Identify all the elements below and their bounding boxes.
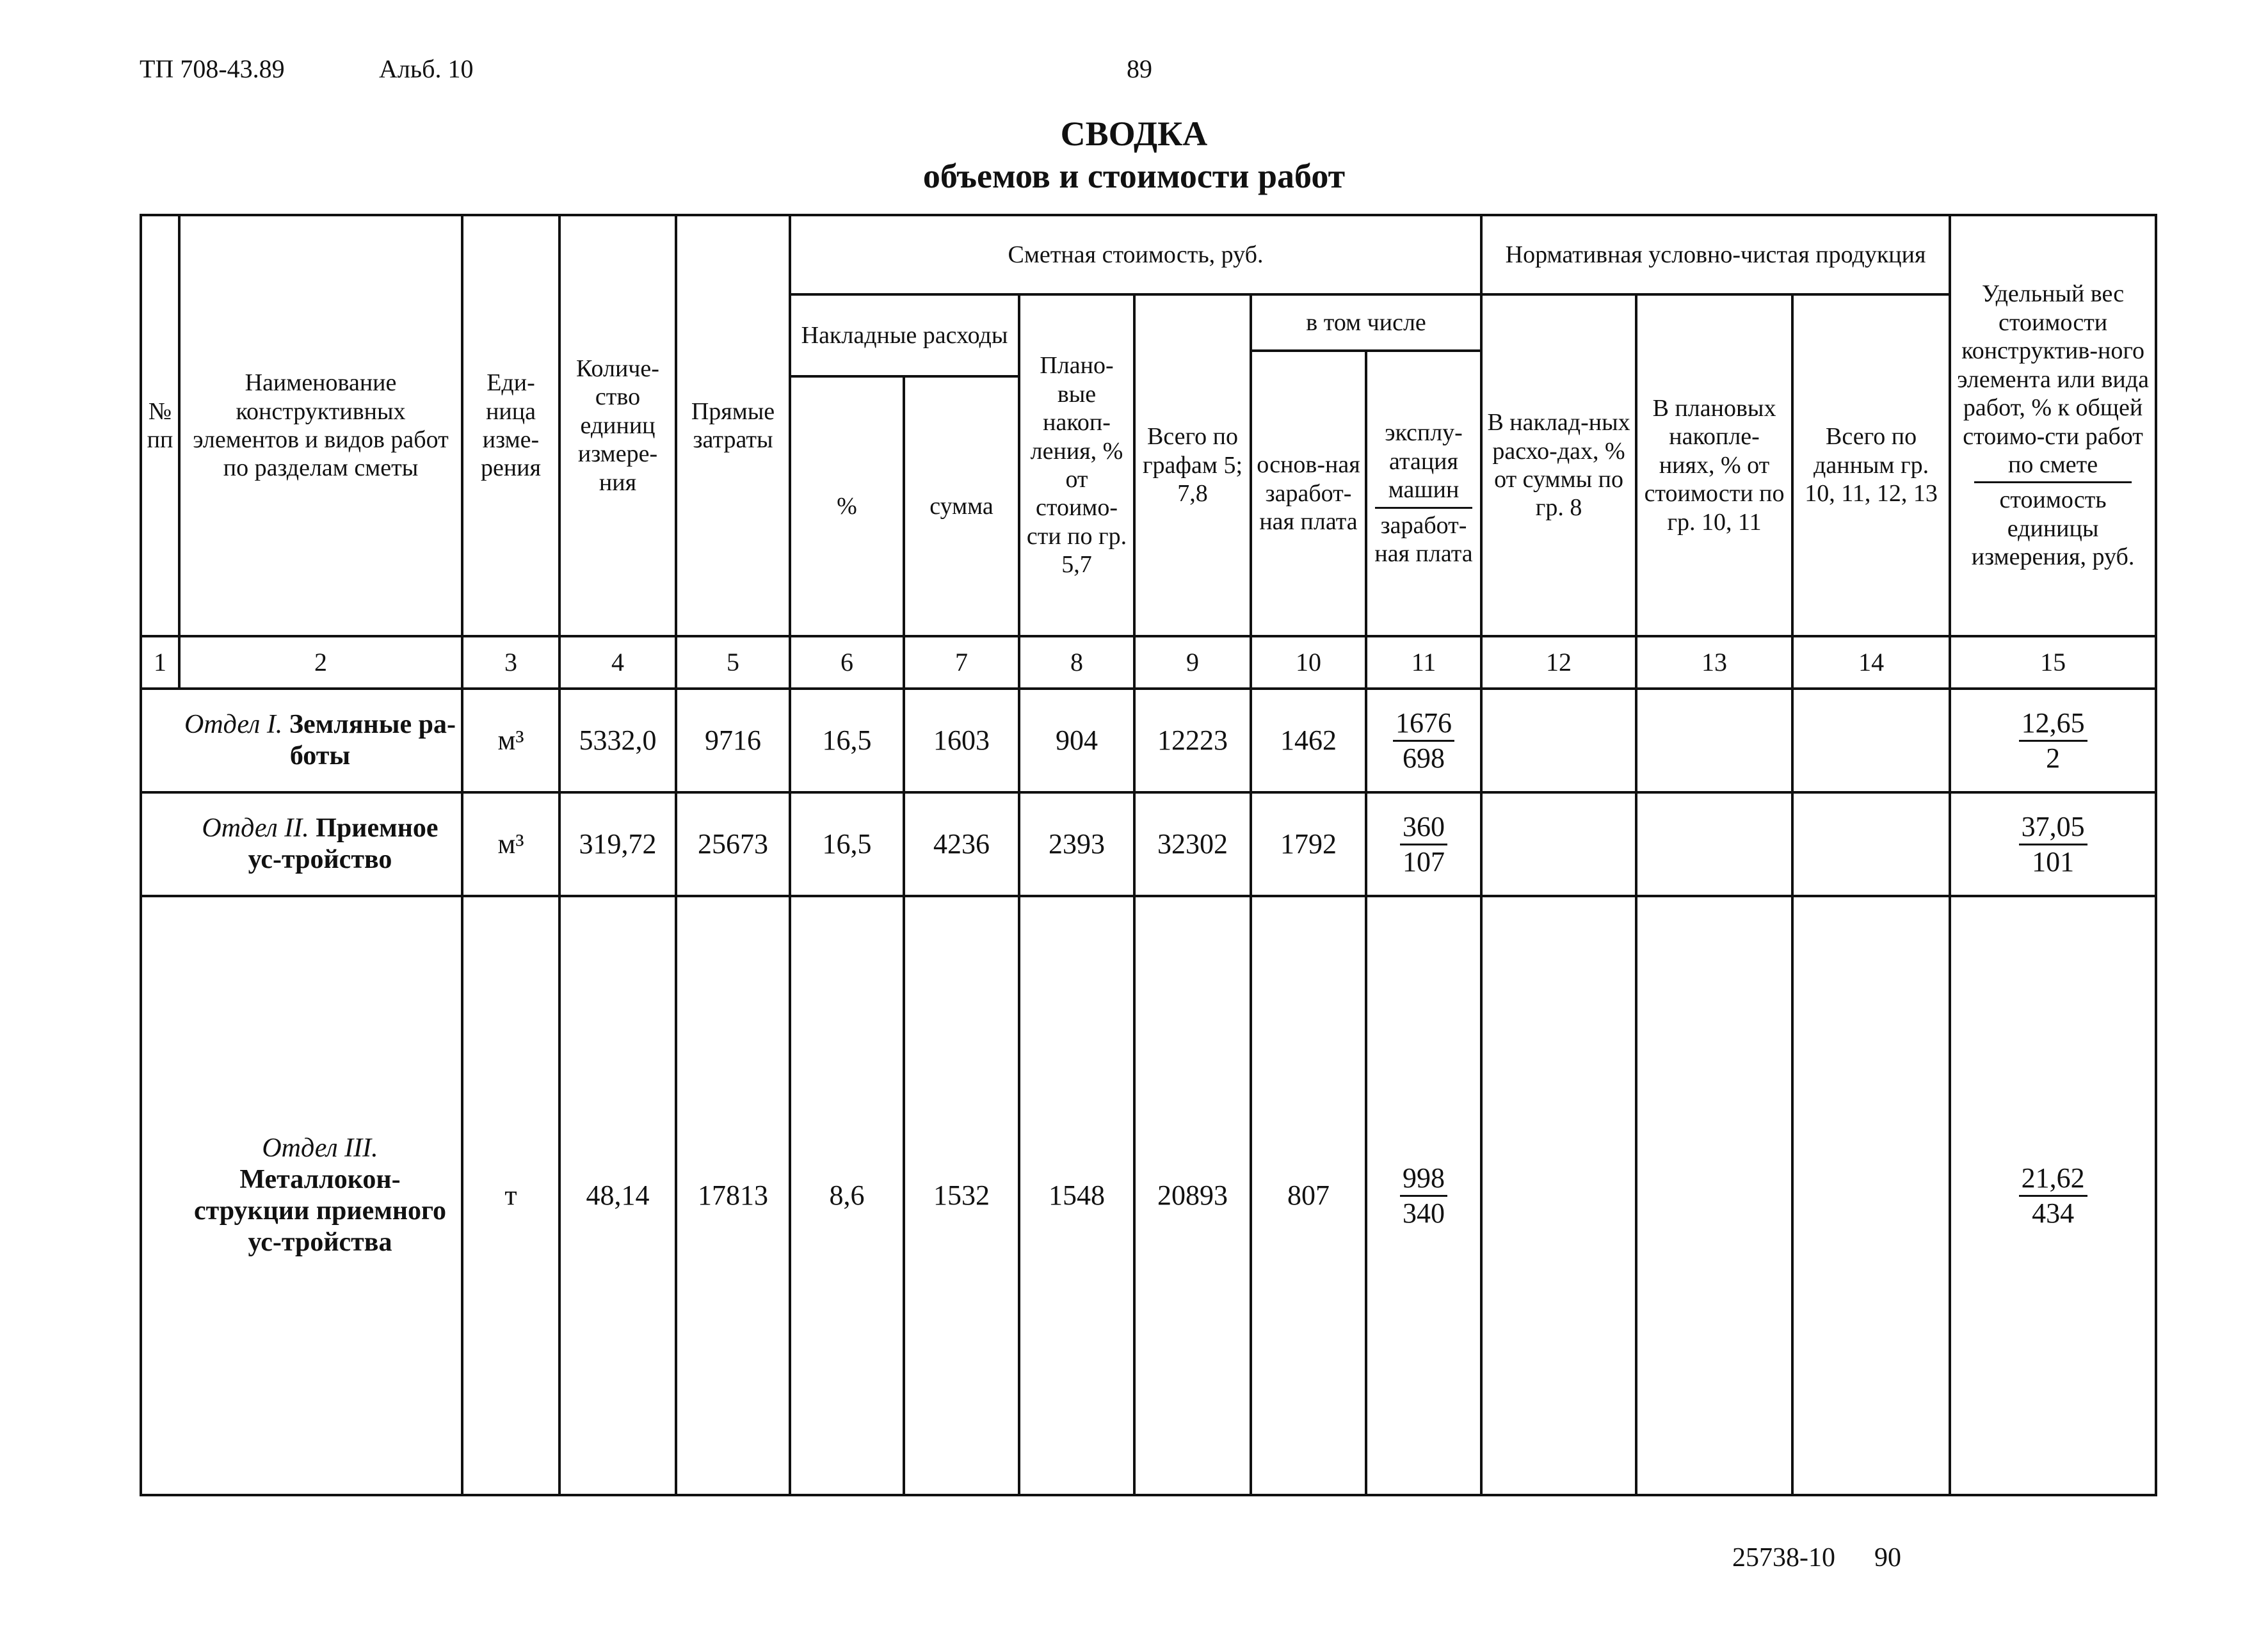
col-planned-header: Плано-вые накоп-ления, % от стоимо-сти по гр. 5,7 — [1019, 294, 1134, 636]
including-header: в том числе — [1251, 294, 1481, 351]
qty-cell: 5332,0 — [559, 689, 676, 792]
norm-planned-cell — [1636, 792, 1792, 896]
section-label: Отдел III. — [262, 1133, 378, 1163]
table-row — [141, 896, 2156, 1495]
column-number: 5 — [676, 636, 790, 689]
col-overhead-sum-header: сумма — [904, 376, 1019, 636]
col-weight-header — [1950, 215, 2156, 636]
col-base-wage-header: основ-ная заработ-ная плата — [1251, 351, 1366, 636]
unit-cell: м³ — [462, 689, 559, 792]
col-machine-header — [1366, 351, 1481, 636]
column-number: 11 — [1366, 636, 1481, 689]
planned-cell: 2393 — [1019, 792, 1134, 896]
unit-cost-value: 2 — [2046, 742, 2061, 774]
col-total-header: Всего по графам 5; 7,8 — [1134, 294, 1251, 636]
direct-cell: 9716 — [676, 689, 790, 792]
unit-cost-value: 434 — [2032, 1197, 2075, 1229]
section-title: Металлокон-струкции приемного ус-тройства — [193, 1164, 447, 1258]
page-number: 89 — [1127, 54, 1152, 83]
column-number: 3 — [462, 636, 559, 689]
col-name-header: Наименование конструктивных элементов и видов работ по разделам сметы — [179, 215, 462, 636]
weight-cell — [1950, 689, 2156, 792]
machine-cell — [1366, 792, 1481, 896]
weight-value: 37,05 — [2019, 810, 2087, 845]
norm-overhead-cell — [1481, 896, 1636, 1495]
col-unit-header: Еди-ница изме-рения — [462, 215, 559, 636]
machine-wage-value: 698 — [1403, 742, 1445, 774]
section-title: Приемное ус-тройство — [248, 813, 438, 874]
unit-cell: т — [462, 896, 559, 1495]
norm-planned-cell — [1636, 896, 1792, 1495]
base-wage-cell: 807 — [1251, 896, 1366, 1495]
doc-code: ТП 708-43.89 — [140, 54, 285, 83]
col-qty-header: Количе-ство единиц измере-ния — [559, 215, 676, 636]
weight-cell — [1950, 792, 2156, 896]
weight-header-top: Удельный вес стоимости конструктив-ного элемента или вида работ, % к общей стоимо-сти работ по смете — [1957, 280, 2149, 478]
qty-cell: 319,72 — [559, 792, 676, 896]
norm-overhead-cell — [1481, 792, 1636, 896]
machine-wage-value: 107 — [1403, 845, 1445, 877]
row-name-cell — [179, 896, 462, 1495]
machine-value: 360 — [1400, 810, 1447, 845]
col-overhead-pct-header: % — [790, 376, 904, 636]
norm-group-header: Нормативная условно-чистая продукция — [1481, 215, 1950, 294]
machine-header-top: эксплу-атация машин — [1385, 419, 1463, 504]
overhead-pct-cell: 8,6 — [790, 896, 904, 1495]
direct-cell: 25673 — [676, 792, 790, 896]
machine-header-divider — [1375, 507, 1472, 509]
machine-cell — [1366, 689, 1481, 792]
column-number: 6 — [790, 636, 904, 689]
summary-table — [140, 214, 2157, 1496]
column-number: 10 — [1251, 636, 1366, 689]
document-title: СВОДКА — [1060, 115, 1208, 153]
estimate-group-header: Сметная стоимость, руб. — [790, 215, 1481, 294]
unit-cost-value: 101 — [2032, 845, 2075, 877]
total-cell: 12223 — [1134, 689, 1251, 792]
machine-wage-value: 340 — [1403, 1197, 1445, 1229]
planned-cell: 1548 — [1019, 896, 1134, 1495]
overhead-pct-cell: 16,5 — [790, 689, 904, 792]
section-label: Отдел II. — [202, 813, 309, 843]
header-row-1 — [141, 215, 2156, 294]
weight-value: 21,62 — [2019, 1162, 2087, 1196]
total-cell: 32302 — [1134, 792, 1251, 896]
weight-header-bottom: стоимость единицы измерения, руб. — [1971, 486, 2135, 571]
column-number: 14 — [1792, 636, 1950, 689]
col-num-header: № пп — [141, 215, 179, 636]
machine-value: 1676 — [1393, 707, 1454, 741]
direct-cell: 17813 — [676, 896, 790, 1495]
norm-total-cell — [1792, 689, 1950, 792]
column-numbers-row — [141, 636, 2156, 689]
overhead-pct-cell: 16,5 — [790, 792, 904, 896]
col-direct-header: Прямые затраты — [676, 215, 790, 636]
section-label: Отдел I. — [184, 709, 283, 739]
row-num-cell — [141, 792, 179, 896]
weight-value: 12,65 — [2019, 707, 2087, 741]
norm-total-cell — [1792, 896, 1950, 1495]
column-number: 7 — [904, 636, 1019, 689]
machine-value: 998 — [1400, 1162, 1447, 1196]
table-row — [141, 689, 2156, 792]
weight-cell — [1950, 896, 2156, 1495]
column-number: 13 — [1636, 636, 1792, 689]
base-wage-cell: 1462 — [1251, 689, 1366, 792]
col-norm-overhead-header: В наклад-ных расхо-дах, % от суммы по гр. 8 — [1481, 294, 1636, 636]
total-cell: 20893 — [1134, 896, 1251, 1495]
weight-header-divider — [1974, 481, 2132, 483]
row-num-cell — [141, 896, 179, 1495]
unit-cell: м³ — [462, 792, 559, 896]
machine-cell — [1366, 896, 1481, 1495]
column-number: 2 — [179, 636, 462, 689]
column-number: 4 — [559, 636, 676, 689]
album-label: Альб. 10 — [379, 54, 474, 83]
column-number: 12 — [1481, 636, 1636, 689]
col-norm-planned-header: В плановых накопле-ниях, % от стоимости по гр. 10, 11 — [1636, 294, 1792, 636]
document-subtitle: объемов и стоимости работ — [922, 157, 1346, 195]
norm-planned-cell — [1636, 689, 1792, 792]
column-number: 1 — [141, 636, 179, 689]
row-name-cell — [179, 689, 462, 792]
norm-total-cell — [1792, 792, 1950, 896]
footer-code: 25738-10 — [1732, 1543, 1835, 1573]
machine-header-bottom: заработ-ная плата — [1374, 511, 1473, 568]
table-row — [141, 792, 2156, 896]
qty-cell: 48,14 — [559, 896, 676, 1495]
column-number: 9 — [1134, 636, 1251, 689]
overhead-sum-cell: 4236 — [904, 792, 1019, 896]
column-number: 8 — [1019, 636, 1134, 689]
footer-page: 90 — [1874, 1543, 1901, 1573]
planned-cell: 904 — [1019, 689, 1134, 792]
overhead-sum-cell: 1603 — [904, 689, 1019, 792]
norm-overhead-cell — [1481, 689, 1636, 792]
row-num-cell — [141, 689, 179, 792]
column-number: 15 — [1950, 636, 2156, 689]
row-name-cell — [179, 792, 462, 896]
col-norm-total-header: Всего по данным гр. 10, 11, 12, 13 — [1792, 294, 1950, 636]
base-wage-cell: 1792 — [1251, 792, 1366, 896]
overhead-sum-cell: 1532 — [904, 896, 1019, 1495]
section-title: Земляные ра-боты — [289, 709, 456, 771]
overhead-group-header: Накладные расходы — [790, 294, 1019, 376]
